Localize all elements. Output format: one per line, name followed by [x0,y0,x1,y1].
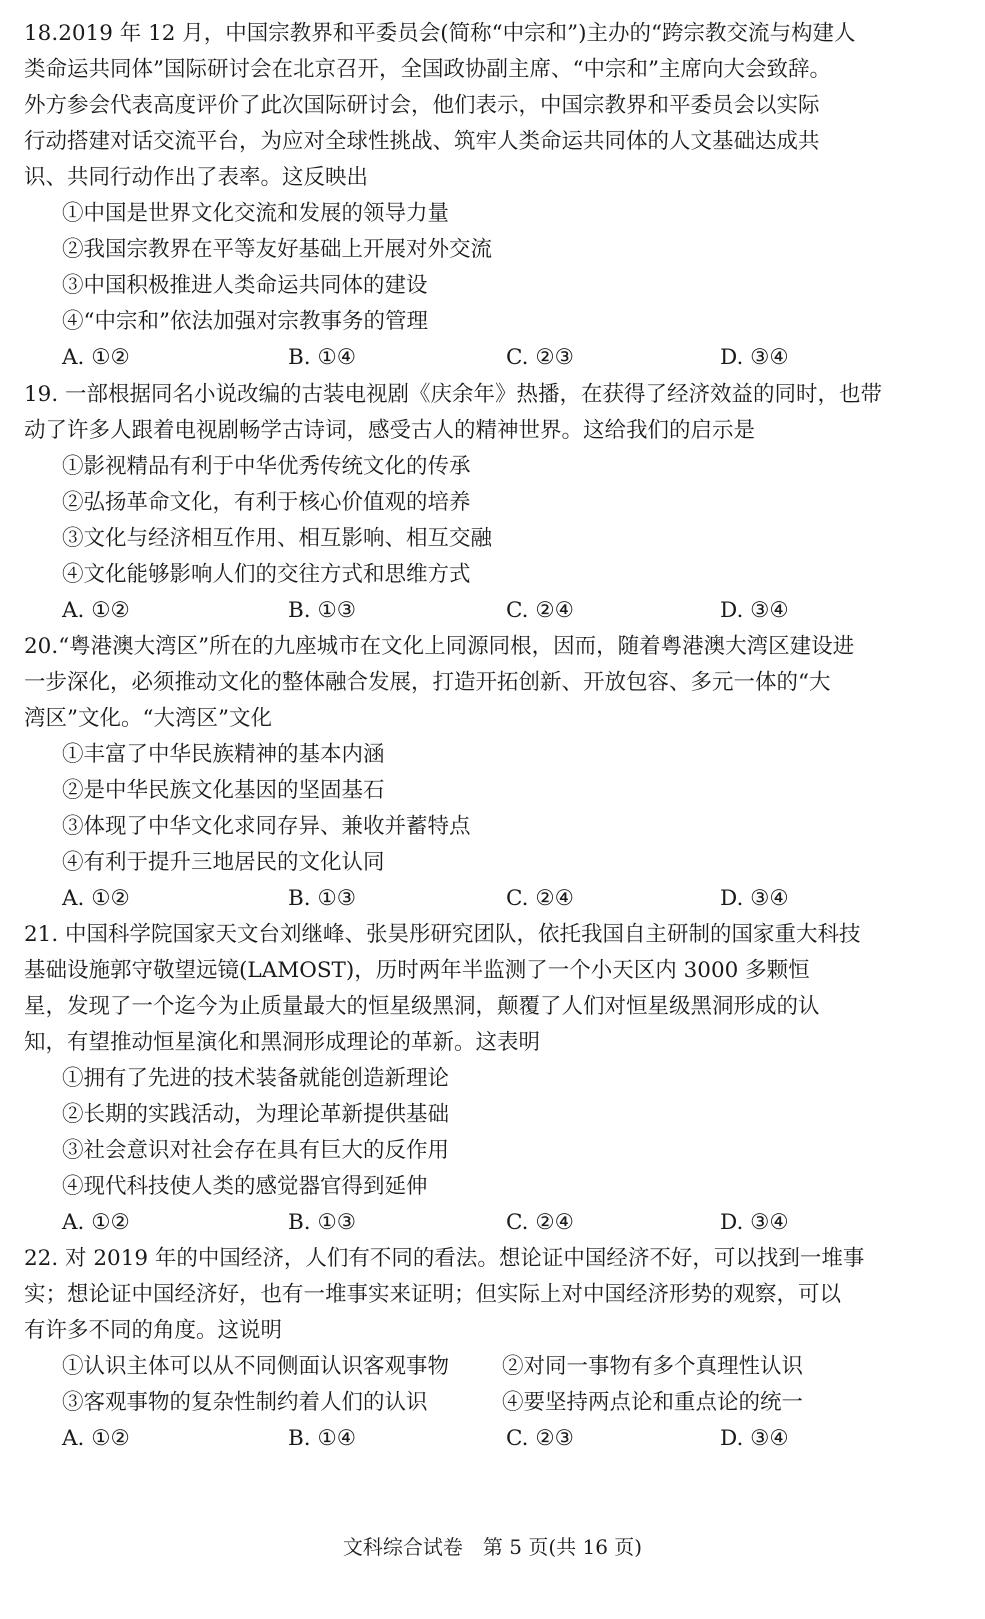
choice-c: C. ②④ [506,598,574,623]
option-item: ④有利于提升三地居民的文化认同 [62,850,385,875]
question-stem-line: 22. 对 2019 年的中国经济，人们有不同的看法。想论证中国经济不好，可以找到一堆事 [24,1246,865,1271]
option-item: ②我国宗教界在平等友好基础上开展对外交流 [62,237,493,262]
option-item: ①影视精品有利于中华优秀传统文化的传承 [62,454,471,479]
choice-c: C. ②③ [506,345,574,370]
choice-b: B. ①④ [288,1426,357,1451]
question-19 [24,377,964,629]
question-stem-line: 实；想论证中国经济好，也有一堆事实来证明；但实际上对中国经济形势的观察，可以 [24,1282,842,1307]
answer-choices [24,593,964,629]
page-footer: 文科综合试卷 第 5 页(共 16 页) [342,1535,643,1559]
option-item: ③体现了中华文化求同存异、兼收并蓄特点 [62,814,471,839]
option-item: ④“中宗和”依法加强对宗教事务的管理 [62,309,428,334]
question-stem-line: 湾区”文化。“大湾区”文化 [24,706,272,731]
question-stem-line: 基础设施郭守敬望远镜(LAMOST)，历时两年半监测了一个小天区内 3000 多颗恒 [24,958,810,983]
option-row [24,1385,964,1421]
question-stem-line: 21. 中国科学院国家天文台刘继峰、张昊彤研究团队，依托我国自主研制的国家重大科技 [24,922,861,947]
choice-d: D. ③④ [720,1210,789,1235]
option-item: ②对同一事物有多个真理性认识 [502,1354,804,1379]
question-stem-line: 有许多不同的角度。这说明 [24,1318,283,1343]
choice-d: D. ③④ [720,345,789,370]
question-stem-line: 19. 一部根据同名小说改编的古装电视剧《庆余年》热播，在获得了经济效益的同时，也带 [24,382,883,407]
question-stem-line: 行动搭建对话交流平台，为应对全球性挑战、筑牢人类命运共同体的人文基础达成共 [24,129,820,154]
question-stem-line: 一步深化，必须推动文化的整体融合发展，打造开拓创新、开放包容、多元一体的“大 [24,670,831,695]
choice-b: B. ①③ [288,598,357,623]
question-22 [24,1241,964,1457]
choice-a: A. ①② [62,1210,130,1235]
option-item: ①中国是世界文化交流和发展的领导力量 [62,201,450,226]
option-item: ③社会意识对社会存在具有巨大的反作用 [62,1138,450,1163]
choice-d: D. ③④ [720,598,789,623]
choice-c: C. ②④ [506,886,574,911]
option-item: ②长期的实践活动，为理论革新提供基础 [62,1102,450,1127]
choice-b: B. ①③ [288,1210,357,1235]
choice-a: A. ①② [62,345,130,370]
choice-c: C. ②③ [506,1426,574,1451]
option-item: ④现代科技使人类的感觉器官得到延伸 [62,1174,428,1199]
answer-choices [24,340,964,376]
question-stem-line: 18.2019 年 12 月，中国宗教界和平委员会(简称“中宗和”)主办的“跨宗教交流与构建人 [24,21,856,46]
question-stem-line: 外方参会代表高度评价了此次国际研讨会，他们表示，中国宗教界和平委员会以实际 [24,93,820,118]
option-item: ①拥有了先进的技术装备就能创造新理论 [62,1066,450,1091]
choice-b: B. ①④ [288,345,357,370]
choice-c: C. ②④ [506,1210,574,1235]
choice-a: A. ①② [62,1426,130,1451]
option-item: ③文化与经济相互作用、相互影响、相互交融 [62,526,493,551]
question-stem-line: 知，有望推动恒星演化和黑洞形成理论的革新。这表明 [24,1030,541,1055]
choice-b: B. ①③ [288,886,357,911]
option-item: ④文化能够影响人们的交往方式和思维方式 [62,562,471,587]
answer-choices [24,881,964,917]
answer-choices [24,1205,964,1241]
option-item: ①丰富了中华民族精神的基本内涵 [62,742,385,767]
question-stem-line: 20.“粤港澳大湾区”所在的九座城市在文化上同源同根，因而，随着粤港澳大湾区建设进 [24,634,855,659]
choice-d: D. ③④ [720,1426,789,1451]
choice-d: D. ③④ [720,886,789,911]
option-item: ①认识主体可以从不同侧面认识客观事物 [62,1354,450,1379]
question-18 [24,16,964,376]
option-item: ③中国积极推进人类命运共同体的建设 [62,273,428,298]
answer-choices [24,1421,964,1457]
question-stem-line: 类命运共同体”国际研讨会在北京召开，全国政协副主席、“中宗和”主席向大会致辞。 [24,57,831,82]
question-stem-line: 星，发现了一个迄今为止质量最大的恒星级黑洞，颠覆了人们对恒星级黑洞形成的认 [24,994,820,1019]
question-stem-line: 识、共同行动作出了表率。这反映出 [24,165,369,190]
option-item: ④要坚持两点论和重点论的统一 [502,1390,804,1415]
question-stem-line: 动了许多人跟着电视剧畅学古诗词，感受古人的精神世界。这给我们的启示是 [24,418,756,443]
question-20 [24,629,964,917]
option-item: ②弘扬革命文化，有利于核心价值观的培养 [62,490,471,515]
choice-a: A. ①② [62,598,130,623]
option-item: ②是中华民族文化基因的坚固基石 [62,778,385,803]
option-row [24,1349,964,1385]
choice-a: A. ①② [62,886,130,911]
option-item: ③客观事物的复杂性制约着人们的认识 [62,1390,428,1415]
question-21 [24,917,964,1241]
